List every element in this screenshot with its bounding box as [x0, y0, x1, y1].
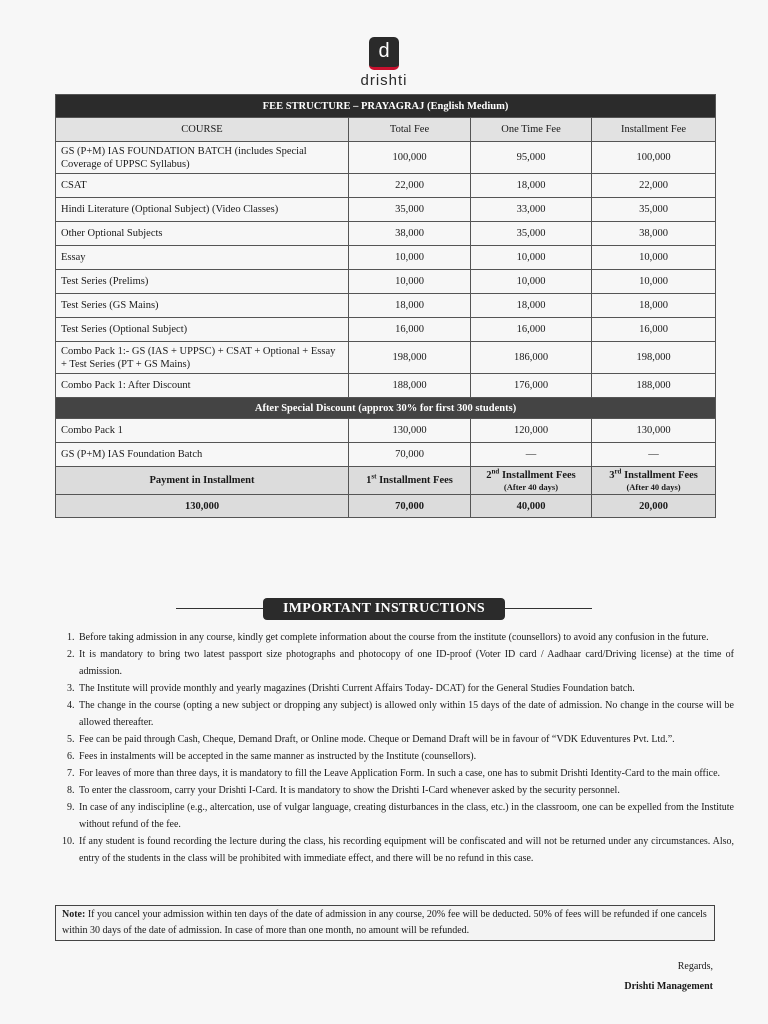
installment-3-amount: 20,000	[592, 495, 716, 518]
one-time-fee: 35,000	[471, 222, 592, 246]
instruction-item: 9. In case of any indiscipline (e.g., altercation, use of vulgar language, creating disturbances in the class, etc.) in the classroom, one can be expelled from the Institute without refund of the fee.	[77, 799, 734, 833]
instruction-item: 2. It is mandatory to bring two latest passport size photographs and photocopy of one ID-proof (Voter ID card / Aadhaar card/Driving license) at the time of admission.	[77, 646, 734, 680]
heading-rule-right	[505, 608, 592, 609]
regards-text: Regards,	[677, 961, 713, 972]
installment-2-amount: 40,000	[471, 495, 592, 518]
installment-3-header: 3rd Installment Fees (After 40 days)	[592, 467, 716, 495]
total-fee: 70,000	[349, 443, 471, 467]
installment-fee: 38,000	[592, 222, 716, 246]
discount-row	[56, 443, 716, 467]
fee-row	[56, 374, 716, 398]
installment-fee: 100,000	[592, 142, 716, 174]
payment-total: 130,000	[56, 495, 349, 518]
course-name: GS (P+M) IAS FOUNDATION BATCH (includes Special Coverage of UPPSC Syllabus)	[56, 142, 349, 174]
total-fee: 35,000	[349, 198, 471, 222]
one-time-fee: 18,000	[471, 294, 592, 318]
instruction-item: 8. To enter the classroom, carry your Drishti I-Card. It is mandatory to show the Drishti I-Card whenever asked by the security personnel.	[77, 782, 734, 799]
instruction-item: 7. For leaves of more than three days, it is mandatory to fill the Leave Application Form. In such a case, one has to submit Drishti Identity-Card to the main office.	[77, 765, 734, 782]
one-time-fee: 10,000	[471, 270, 592, 294]
fee-row	[56, 318, 716, 342]
one-time-fee: 95,000	[471, 142, 592, 174]
instruction-item: 1. Before taking admission in any course, kindly get complete information about the course from the institute (counsellors) to avoid any confusion in the future.	[77, 629, 734, 646]
installment-fee: 198,000	[592, 342, 716, 374]
one-time-fee: 16,000	[471, 318, 592, 342]
installment-fee: —	[592, 443, 716, 467]
fee-row	[56, 174, 716, 198]
payment-label: Payment in Installment	[56, 467, 349, 495]
one-time-fee: 10,000	[471, 246, 592, 270]
logo-icon	[369, 37, 399, 70]
total-fee: 18,000	[349, 294, 471, 318]
total-fee: 100,000	[349, 142, 471, 174]
course-name: Combo Pack 1	[56, 419, 349, 443]
total-fee: 22,000	[349, 174, 471, 198]
one-time-fee: 120,000	[471, 419, 592, 443]
instruction-item: 3. The Institute will provide monthly and yearly magazines (Drishti Current Affairs Today- DCAT) for the General Studies Foundation batch.	[77, 680, 734, 697]
course-name: Test Series (GS Mains)	[56, 294, 349, 318]
installment-fee: 188,000	[592, 374, 716, 398]
signature: Drishti Management	[624, 981, 713, 992]
installment-fee: 22,000	[592, 174, 716, 198]
course-name: Combo Pack 1:- GS (IAS + UPPSC) + CSAT + Optional + Essay + Test Series (PT + GS Mains)	[56, 342, 349, 374]
heading-rule-left	[176, 608, 263, 609]
header-installment-fee: Installment Fee	[592, 118, 716, 142]
one-time-fee: 176,000	[471, 374, 592, 398]
installment-2-header: 2nd Installment Fees (After 40 days)	[471, 467, 592, 495]
header-one-time-fee: One Time Fee	[471, 118, 592, 142]
course-name: Essay	[56, 246, 349, 270]
instructions-heading	[176, 598, 592, 620]
total-fee: 10,000	[349, 246, 471, 270]
drishti-logo	[359, 37, 409, 89]
course-name: Other Optional Subjects	[56, 222, 349, 246]
fee-row	[56, 270, 716, 294]
fee-structure-table	[55, 94, 716, 518]
fee-row	[56, 222, 716, 246]
installment-fee: 10,000	[592, 246, 716, 270]
table-title: FEE STRUCTURE – PRAYAGRAJ (English Medium)	[56, 95, 716, 118]
instructions-title: IMPORTANT INSTRUCTIONS	[263, 598, 505, 620]
total-fee: 130,000	[349, 419, 471, 443]
total-fee: 188,000	[349, 374, 471, 398]
course-name: GS (P+M) IAS Foundation Batch	[56, 443, 349, 467]
fee-row	[56, 246, 716, 270]
installment-fee: 10,000	[592, 270, 716, 294]
instruction-item: 4. The change in the course (opting a new subject or dropping any subject) is allowed only within 15 days of the date of admission. No change in the course will be allowed thereafter.	[77, 697, 734, 731]
one-time-fee: 33,000	[471, 198, 592, 222]
logo-letter: d	[378, 40, 390, 62]
course-name: Test Series (Optional Subject)	[56, 318, 349, 342]
instruction-item: 5. Fee can be paid through Cash, Cheque, Demand Draft, or Online mode. Cheque or Demand Draft will be in favour of “VDK Eduventures Pvt. Ltd.”.	[77, 731, 734, 748]
discount-title: After Special Discount (approx 30% for first 300 students)	[56, 398, 716, 419]
installment-1-header: 1st Installment Fees	[349, 467, 471, 495]
instruction-item: 6. Fees in instalments will be accepted in the same manner as instructed by the Institute (counsellors).	[77, 748, 734, 765]
one-time-fee: 186,000	[471, 342, 592, 374]
fee-row	[56, 342, 716, 374]
installment-fee: 18,000	[592, 294, 716, 318]
fee-row	[56, 198, 716, 222]
fee-row	[56, 294, 716, 318]
discount-row	[56, 419, 716, 443]
one-time-fee: —	[471, 443, 592, 467]
fee-row	[56, 142, 716, 174]
course-name: Combo Pack 1: After Discount	[56, 374, 349, 398]
note-label: Note:	[62, 909, 86, 920]
instructions-list	[57, 629, 734, 867]
course-name: CSAT	[56, 174, 349, 198]
header-course: COURSE	[56, 118, 349, 142]
note-text: If you cancel your admission within ten days of the date of admission in any course, 20% fee will be deducted. 50% of fees will be refunded if one cancels within 30 days of the date of admission. In case of more than one month, no amount will be refunded.	[62, 909, 707, 936]
course-name: Test Series (Prelims)	[56, 270, 349, 294]
closing	[624, 957, 713, 997]
installment-fee: 35,000	[592, 198, 716, 222]
note-box	[55, 905, 715, 941]
installment-fee: 130,000	[592, 419, 716, 443]
total-fee: 198,000	[349, 342, 471, 374]
total-fee: 16,000	[349, 318, 471, 342]
instruction-item: 10. If any student is found recording the lecture during the class, his recording equipment will be confiscated and will not be returned under any circumstances. Also, entry of the students in the class will be prohibited with immediate effect, and there will be no refund in this case.	[77, 833, 734, 867]
logo-text: drishti	[360, 72, 408, 89]
course-name: Hindi Literature (Optional Subject) (Video Classes)	[56, 198, 349, 222]
installment-1-amount: 70,000	[349, 495, 471, 518]
installment-fee: 16,000	[592, 318, 716, 342]
header-total-fee: Total Fee	[349, 118, 471, 142]
one-time-fee: 18,000	[471, 174, 592, 198]
total-fee: 10,000	[349, 270, 471, 294]
total-fee: 38,000	[349, 222, 471, 246]
